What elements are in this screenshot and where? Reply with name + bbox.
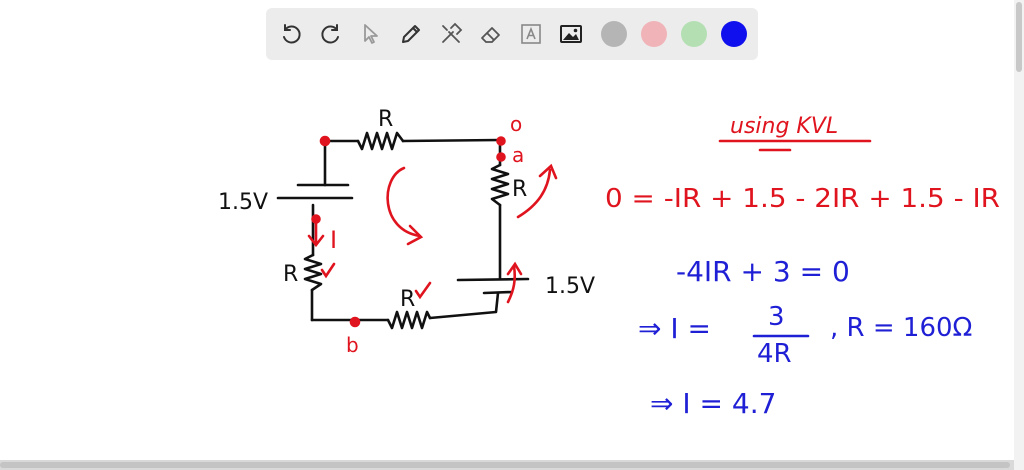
label-node-a: a xyxy=(512,143,525,167)
node-dot-top-right xyxy=(498,138,505,145)
circuit-black-labels xyxy=(218,107,595,312)
right-resistor-zigzag xyxy=(492,165,508,205)
right-battery-lead xyxy=(430,293,498,318)
vertical-scroll-thumb[interactable] xyxy=(1016,2,1022,72)
vertical-scrollbar[interactable] xyxy=(1014,0,1024,470)
equation-line1: -4IR + 3 = 0 xyxy=(676,255,850,288)
label-right-battery: 1.5V xyxy=(545,274,596,299)
label-top-resistor: R xyxy=(378,107,394,132)
label-left-resistor: R xyxy=(283,262,299,287)
loop-arrow xyxy=(388,168,421,244)
node-dot-b xyxy=(351,318,359,326)
label-node-b: b xyxy=(346,333,359,357)
equation-line2-lhs: ⇒ I = xyxy=(638,312,711,345)
left-wire xyxy=(312,141,325,320)
checkmark-left xyxy=(322,264,334,276)
label-left-battery: 1.5V xyxy=(218,190,269,215)
equation-line2-rhs: , R = 160Ω xyxy=(830,313,973,343)
top-wire xyxy=(325,140,500,141)
current-arrow xyxy=(309,222,323,245)
right-battery-plates xyxy=(458,279,528,293)
battery-arrow xyxy=(508,264,521,302)
left-battery-plates xyxy=(278,185,352,198)
left-resistor-zigzag xyxy=(305,255,321,290)
label-bottom-resistor: R xyxy=(400,287,416,312)
node-dot-top-left xyxy=(321,137,329,145)
horizontal-scrollbar[interactable] xyxy=(0,460,1014,470)
kvl-equation: 0 = -IR + 1.5 - 2IR + 1.5 - IR xyxy=(605,184,1000,214)
top-resistor-zigzag xyxy=(358,133,403,149)
blue-notes xyxy=(638,255,972,420)
equation-line2-numerator: 3 xyxy=(768,302,785,332)
equation-line2-denominator: 4R xyxy=(757,339,792,369)
kvl-title: using KVL xyxy=(730,114,839,139)
checkmark-bottom xyxy=(416,283,430,297)
label-current: I xyxy=(330,226,338,254)
horizontal-scroll-thumb[interactable] xyxy=(0,462,1010,468)
label-right-resistor: R xyxy=(512,177,528,202)
label-node-o: o xyxy=(510,112,523,136)
bottom-resistor-zigzag xyxy=(388,312,430,328)
node-dot-a xyxy=(498,154,505,161)
equation-line3: ⇒ I = 4.7 xyxy=(650,387,777,420)
